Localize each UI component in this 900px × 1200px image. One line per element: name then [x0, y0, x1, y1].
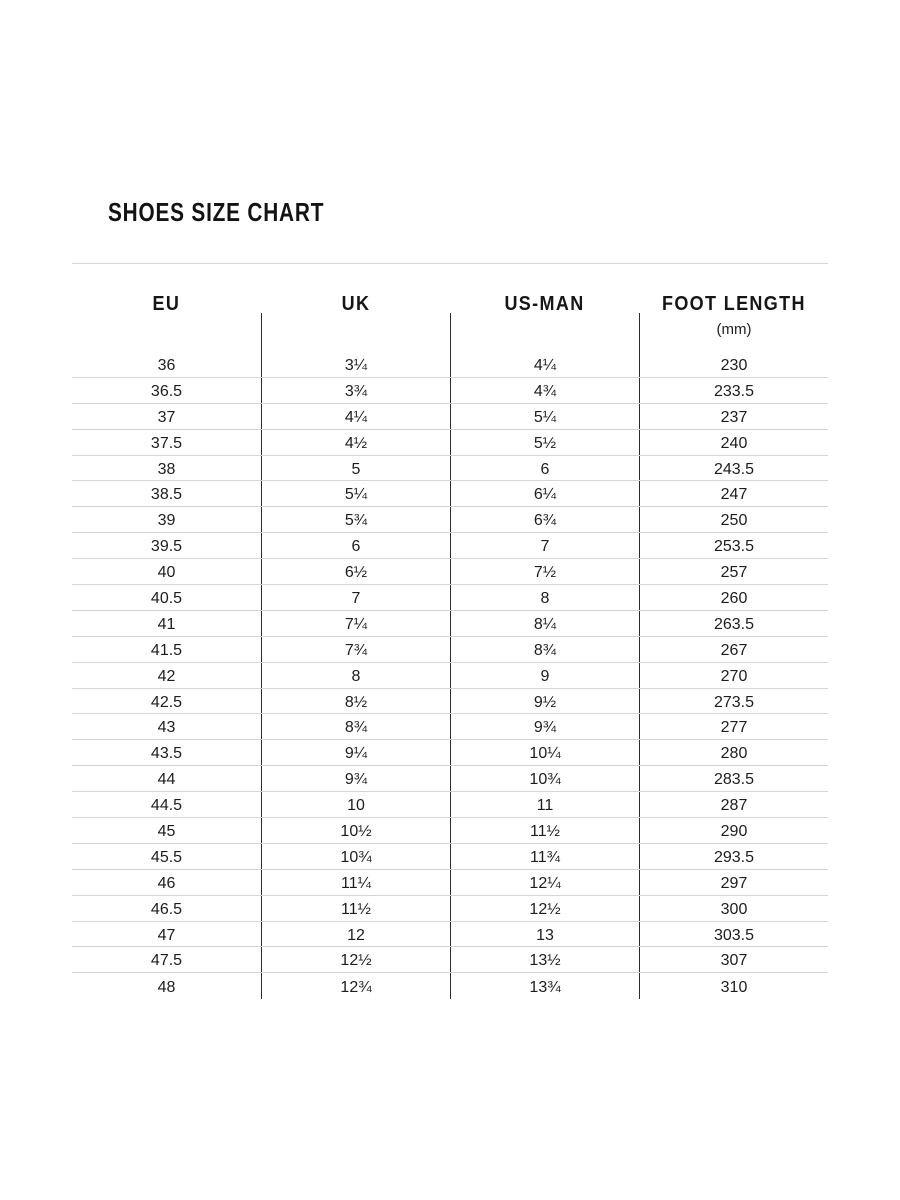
table-cell: 237	[639, 404, 828, 429]
table-cell: 287	[639, 792, 828, 817]
table-cell: 38.5	[150, 486, 183, 504]
table-cell: 260	[639, 585, 828, 610]
table-cell: 39	[157, 512, 176, 530]
table-cell: 5	[261, 456, 450, 481]
table-cell: 5¼	[450, 404, 639, 429]
table-cell: 43.5	[150, 745, 183, 763]
table-cell: 277	[639, 714, 828, 739]
table-cell: 45	[157, 822, 176, 840]
table-cell: 293.5	[639, 844, 828, 869]
table-row	[72, 533, 828, 559]
table-row	[72, 378, 828, 404]
table-cell: 12½	[450, 896, 639, 921]
column-header-us-man	[450, 292, 639, 313]
table-cell: 247	[639, 481, 828, 506]
table-cell: 5½	[450, 430, 639, 455]
table-cell: 40	[157, 564, 176, 582]
table-cell: 42.5	[150, 693, 183, 711]
table-cell: 46.5	[150, 900, 183, 918]
column-header-label: FOOT LENGTH	[661, 293, 806, 315]
table-cell: 13½	[450, 947, 639, 972]
table-cell: 297	[639, 870, 828, 895]
table-row	[72, 637, 828, 663]
table-cell: 7¼	[261, 611, 450, 636]
table-cell: 12	[261, 922, 450, 947]
table-cell: 11¼	[261, 870, 450, 895]
table-cell: 8½	[261, 689, 450, 714]
table-row	[72, 689, 828, 715]
table-cell: 4¾	[450, 378, 639, 403]
table-cell: 11½	[261, 896, 450, 921]
table-row	[72, 663, 828, 689]
table-cell: 10¾	[261, 844, 450, 869]
table-cell: 9½	[450, 689, 639, 714]
column-header-foot-length	[639, 292, 828, 313]
table-cell: 12¼	[450, 870, 639, 895]
table-cell: 39.5	[150, 538, 183, 556]
table-cell: 42	[157, 667, 176, 685]
table-cell: 41.5	[150, 641, 183, 659]
table-cell: 3¾	[261, 378, 450, 403]
table-cell: 300	[639, 896, 828, 921]
table-cell: 10¾	[450, 766, 639, 791]
table-cell: 44.5	[150, 797, 183, 815]
column-header-label: US-MAN	[504, 293, 585, 315]
table-cell: 37.5	[150, 434, 183, 452]
page-title: SHOES SIZE CHART	[108, 197, 325, 227]
table-cell: 5¼	[261, 481, 450, 506]
table-row	[72, 430, 828, 456]
table-row	[72, 766, 828, 792]
table-cell: 10¼	[450, 740, 639, 765]
table-cell: 8	[261, 663, 450, 688]
table-cell: 310	[639, 973, 828, 999]
table-cell: 230	[639, 352, 828, 377]
table-row	[72, 818, 828, 844]
column-header-label: EU	[152, 293, 181, 315]
table-cell: 4¼	[450, 352, 639, 377]
table-row	[72, 922, 828, 948]
table-cell: 6¼	[450, 481, 639, 506]
table-cell: 6½	[261, 559, 450, 584]
table-cell: 9¼	[261, 740, 450, 765]
table-row	[72, 559, 828, 585]
table-cell: 10	[261, 792, 450, 817]
table-row	[72, 404, 828, 430]
table-cell: 263.5	[639, 611, 828, 636]
table-cell: 37	[157, 408, 176, 426]
table-header-row	[72, 264, 828, 313]
table-cell: 36.5	[150, 382, 183, 400]
table-cell: 4½	[261, 430, 450, 455]
table-cell: 9	[450, 663, 639, 688]
table-cell: 253.5	[639, 533, 828, 558]
table-cell: 40.5	[150, 589, 183, 607]
table-cell: 46	[157, 874, 176, 892]
table-cell: 250	[639, 507, 828, 532]
table-cell: 47.5	[150, 952, 183, 970]
table-unit-row	[72, 313, 828, 352]
table-row	[72, 585, 828, 611]
table-cell: 11	[450, 792, 639, 817]
table-cell: 4¼	[261, 404, 450, 429]
table-row	[72, 947, 828, 973]
table-cell: 267	[639, 637, 828, 662]
table-row	[72, 456, 828, 482]
table-cell: 303.5	[639, 922, 828, 947]
table-row	[72, 611, 828, 637]
table-cell: 8¾	[450, 637, 639, 662]
table-cell: 8	[450, 585, 639, 610]
table-cell: 273.5	[639, 689, 828, 714]
table-cell: 47	[157, 926, 176, 944]
unit-cell-empty	[261, 313, 450, 352]
table-row	[72, 870, 828, 896]
table-cell: 6	[261, 533, 450, 558]
table-cell: 8¾	[261, 714, 450, 739]
table-cell: 12¾	[261, 973, 450, 999]
table-cell: 38	[157, 460, 176, 478]
table-row	[72, 740, 828, 766]
table-cell: 41	[157, 615, 176, 633]
table-cell: 6	[450, 456, 639, 481]
table-cell: 44	[157, 771, 176, 789]
table-cell: 7¾	[261, 637, 450, 662]
table-cell: 240	[639, 430, 828, 455]
unit-cell-empty	[72, 313, 261, 352]
table-cell: 48	[157, 978, 176, 996]
table-cell: 8¼	[450, 611, 639, 636]
table-cell: 43	[157, 719, 176, 737]
table-cell: 233.5	[639, 378, 828, 403]
table-cell: 13	[450, 922, 639, 947]
table-row	[72, 973, 828, 999]
table-row	[72, 507, 828, 533]
table-cell: 11¾	[450, 844, 639, 869]
table-cell: 7	[450, 533, 639, 558]
table-cell: 243.5	[639, 456, 828, 481]
table-body	[72, 352, 828, 999]
table-cell: 280	[639, 740, 828, 765]
table-row	[72, 352, 828, 378]
table-row	[72, 714, 828, 740]
table-row	[72, 481, 828, 507]
table-cell: 283.5	[639, 766, 828, 791]
table-cell: 5¾	[261, 507, 450, 532]
unit-note: (mm)	[639, 313, 828, 352]
column-header-label: UK	[341, 293, 370, 315]
table-cell: 9¾	[261, 766, 450, 791]
column-header-uk	[261, 292, 450, 313]
table-cell: 12½	[261, 947, 450, 972]
table-cell: 7½	[450, 559, 639, 584]
table-cell: 3¼	[261, 352, 450, 377]
table-cell: 9¾	[450, 714, 639, 739]
column-header-eu	[72, 292, 261, 313]
table-cell: 11½	[450, 818, 639, 843]
table-row	[72, 844, 828, 870]
table-cell: 13¾	[450, 973, 639, 999]
table-cell: 6¾	[450, 507, 639, 532]
table-cell: 45.5	[150, 848, 183, 866]
table-cell: 10½	[261, 818, 450, 843]
table-row	[72, 896, 828, 922]
table-cell: 290	[639, 818, 828, 843]
table-cell: 307	[639, 947, 828, 972]
table-cell: 257	[639, 559, 828, 584]
table-cell: 270	[639, 663, 828, 688]
table-row	[72, 792, 828, 818]
unit-cell-empty	[450, 313, 639, 352]
table-cell: 7	[261, 585, 450, 610]
table-cell: 36	[157, 356, 176, 374]
size-chart-table	[72, 263, 828, 999]
